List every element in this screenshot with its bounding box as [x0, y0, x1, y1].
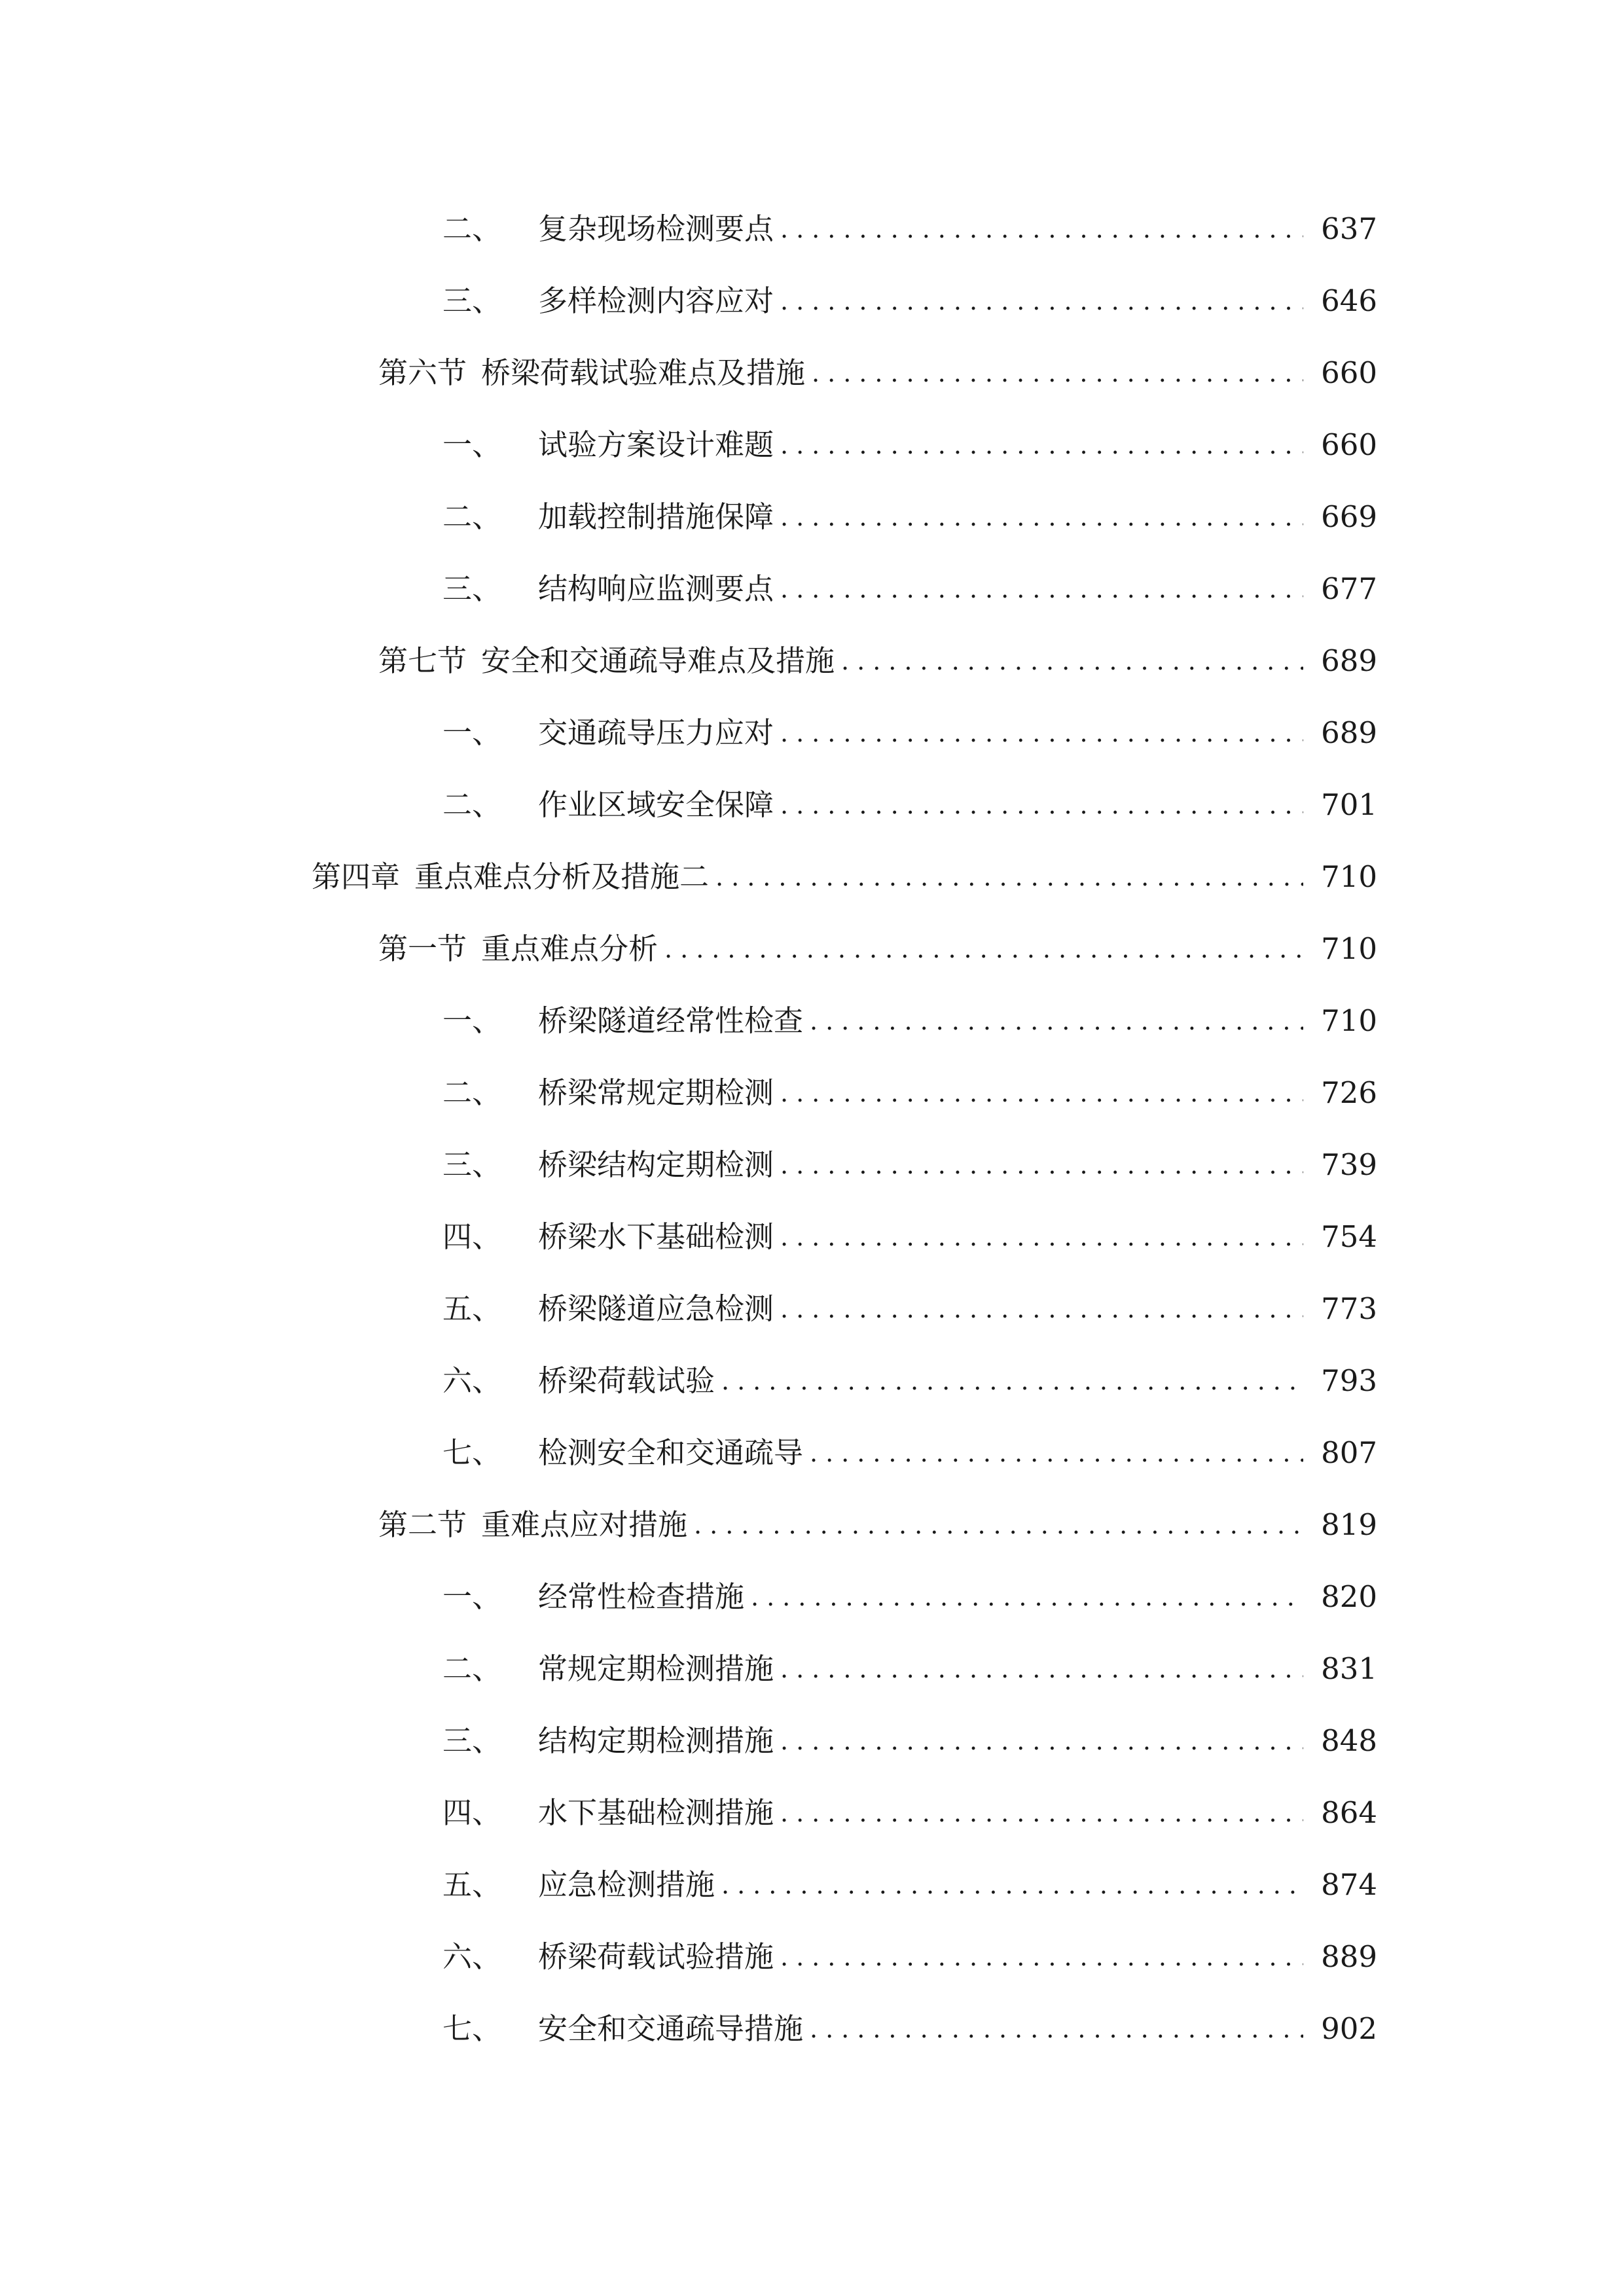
toc-entry-section[interactable]: [442, 1859, 1377, 1911]
toc-entry-page-number: 902: [1321, 2011, 1377, 2046]
toc-entry-page-number: 637: [1321, 211, 1377, 246]
toc-entry-number: 七、: [442, 2011, 502, 2046]
toc-entry-number: 五、: [442, 1867, 502, 1902]
toc-entry-title: 安全和交通疏导难点及措施: [481, 643, 835, 678]
toc-entry-number: 一、: [442, 1579, 502, 1614]
toc-entry-subchapter[interactable]: [378, 347, 1377, 399]
toc-entry-number: 第一节: [378, 931, 467, 966]
toc-entry-section[interactable]: [442, 779, 1377, 831]
toc-entry-section[interactable]: [442, 1715, 1377, 1767]
toc-entry-page-number: 754: [1321, 1219, 1377, 1254]
dot-leader: [774, 779, 1303, 831]
toc-entry-chapter[interactable]: [312, 851, 1377, 903]
toc-entry-subchapter[interactable]: [378, 1499, 1377, 1551]
toc-entry-number: 五、: [442, 1291, 502, 1326]
toc-entry-page-number: 660: [1321, 427, 1377, 462]
toc-entry-page-number: 848: [1321, 1723, 1377, 1758]
toc-entry-number: 二、: [442, 211, 502, 246]
toc-entry-title: 桥梁荷载试验: [538, 1363, 715, 1398]
toc-entry-page-number: 831: [1321, 1651, 1377, 1686]
toc-entry-title: 重点难点分析及措施二: [414, 859, 710, 894]
toc-entry-section[interactable]: [442, 707, 1377, 759]
toc-entry-section[interactable]: [442, 1427, 1377, 1479]
toc-entry-title: 应急检测措施: [538, 1867, 715, 1902]
dot-leader: [774, 563, 1303, 615]
dot-leader: [774, 707, 1303, 759]
toc-entry-title: 作业区域安全保障: [538, 787, 774, 822]
dot-leader: [774, 1643, 1303, 1695]
toc-entry-title: 桥梁荷载试验难点及措施: [481, 355, 806, 390]
toc-entry-section[interactable]: [442, 1355, 1377, 1407]
toc-entry-page-number: 660: [1321, 355, 1377, 390]
toc-entry-page-number: 739: [1321, 1147, 1377, 1182]
dot-leader: [774, 491, 1303, 543]
toc-entry-title: 加载控制措施保障: [538, 499, 774, 534]
toc-entry-title: 重点难点分析: [481, 931, 659, 966]
toc-entry-number: 三、: [442, 283, 502, 318]
toc-entry-section[interactable]: [442, 1283, 1377, 1335]
dot-leader: [774, 1787, 1303, 1839]
toc-entry-number: 第二节: [378, 1507, 467, 1542]
dot-leader: [744, 1571, 1303, 1623]
dot-leader: [715, 1355, 1303, 1407]
toc-entry-page-number: 726: [1321, 1075, 1377, 1110]
dot-leader: [805, 347, 1303, 399]
toc-entry-section[interactable]: [442, 563, 1377, 615]
dot-leader: [803, 2003, 1303, 2055]
toc-entry-section[interactable]: [442, 419, 1377, 471]
toc-entry-page-number: 819: [1321, 1507, 1377, 1542]
toc-entry-title: 桥梁隧道经常性检查: [538, 1003, 804, 1038]
toc-entry-section[interactable]: [442, 1211, 1377, 1263]
toc-entry-section[interactable]: [442, 1139, 1377, 1191]
dot-leader: [774, 419, 1303, 471]
toc-entry-number: 三、: [442, 571, 502, 606]
toc-entry-number: 一、: [442, 427, 502, 462]
toc-entry-number: 二、: [442, 1075, 502, 1110]
dot-leader: [803, 995, 1303, 1047]
toc-entry-title: 经常性检查措施: [538, 1579, 745, 1614]
toc-entry-number: 七、: [442, 1435, 502, 1470]
dot-leader: [774, 1715, 1303, 1767]
toc-entry-section[interactable]: [442, 1571, 1377, 1623]
toc-entry-section[interactable]: [442, 1787, 1377, 1839]
toc-entry-section[interactable]: [442, 203, 1377, 255]
toc-entry-title: 桥梁结构定期检测: [538, 1147, 774, 1182]
toc-entry-number: 一、: [442, 1003, 502, 1038]
toc-entry-number: 四、: [442, 1795, 502, 1830]
toc-entry-number: 六、: [442, 1363, 502, 1398]
toc-entry-subchapter[interactable]: [378, 635, 1377, 687]
toc-entry-section[interactable]: [442, 275, 1377, 327]
toc-entry-title: 结构响应监测要点: [538, 571, 774, 606]
toc-entry-title: 水下基础检测措施: [538, 1795, 774, 1830]
dot-leader: [658, 923, 1303, 975]
toc-entry-number: 第七节: [378, 643, 467, 678]
toc-entry-page-number: 793: [1321, 1363, 1377, 1398]
dot-leader: [687, 1499, 1303, 1551]
toc-entry-page-number: 646: [1321, 283, 1377, 318]
toc-entry-number: 第六节: [378, 355, 467, 390]
toc-entry-section[interactable]: [442, 995, 1377, 1047]
toc-entry-page-number: 677: [1321, 571, 1377, 606]
dot-leader: [774, 275, 1303, 327]
toc-entry-number: 六、: [442, 1939, 502, 1974]
toc-entry-title: 试验方案设计难题: [538, 427, 774, 462]
toc-entry-title: 桥梁水下基础检测: [538, 1219, 774, 1254]
toc-entry-number: 第四章: [312, 859, 401, 894]
toc-entry-title: 结构定期检测措施: [538, 1723, 774, 1758]
toc-entry-section[interactable]: [442, 2003, 1377, 2055]
toc-entry-page-number: 689: [1321, 715, 1377, 750]
toc-entry-page-number: 710: [1321, 931, 1377, 966]
toc-entry-number: 三、: [442, 1723, 502, 1758]
toc-entry-page-number: 864: [1321, 1795, 1377, 1830]
toc-entry-title: 桥梁荷载试验措施: [538, 1939, 774, 1974]
toc-entry-title: 重难点应对措施: [481, 1507, 688, 1542]
toc-entry-number: 一、: [442, 715, 502, 750]
toc-entry-number: 二、: [442, 499, 502, 534]
toc-entry-title: 桥梁常规定期检测: [538, 1075, 774, 1110]
toc-entry-page-number: 773: [1321, 1291, 1377, 1326]
toc-entry-title: 多样检测内容应对: [538, 283, 774, 318]
dot-leader: [774, 1067, 1303, 1119]
dot-leader: [774, 1931, 1303, 1983]
dot-leader: [709, 851, 1303, 903]
dot-leader: [774, 1283, 1303, 1335]
toc-entry-section[interactable]: [442, 1643, 1377, 1695]
dot-leader: [803, 1427, 1303, 1479]
dot-leader: [774, 1139, 1303, 1191]
toc-entry-page-number: 710: [1321, 859, 1377, 894]
dot-leader: [774, 1211, 1303, 1263]
toc-entry-section[interactable]: [442, 1067, 1377, 1119]
toc-entry-number: 二、: [442, 1651, 502, 1686]
toc-entry-page-number: 807: [1321, 1435, 1377, 1470]
toc-entry-page-number: 689: [1321, 643, 1377, 678]
toc-entry-title: 桥梁隧道应急检测: [538, 1291, 774, 1326]
toc-entry-page-number: 820: [1321, 1579, 1377, 1614]
dot-leader: [715, 1859, 1303, 1911]
toc-entry-page-number: 874: [1321, 1867, 1377, 1902]
toc-entry-section[interactable]: [442, 491, 1377, 543]
toc-entry-number: 四、: [442, 1219, 502, 1254]
toc-entry-title: 常规定期检测措施: [538, 1651, 774, 1686]
toc-entry-page-number: 889: [1321, 1939, 1377, 1974]
toc-entry-section[interactable]: [442, 1931, 1377, 1983]
toc-entry-title: 安全和交通疏导措施: [538, 2011, 804, 2046]
toc-entry-title: 检测安全和交通疏导: [538, 1435, 804, 1470]
dot-leader: [774, 203, 1303, 255]
dot-leader: [835, 635, 1303, 687]
toc-entry-title: 复杂现场检测要点: [538, 211, 774, 246]
toc-entry-page-number: 669: [1321, 499, 1377, 534]
toc-entry-page-number: 701: [1321, 787, 1377, 822]
toc-entry-page-number: 710: [1321, 1003, 1377, 1038]
toc-entry-title: 交通疏导压力应对: [538, 715, 774, 750]
toc-entry-number: 三、: [442, 1147, 502, 1182]
toc-entry-number: 二、: [442, 787, 502, 822]
toc-entry-subchapter[interactable]: [378, 923, 1377, 975]
